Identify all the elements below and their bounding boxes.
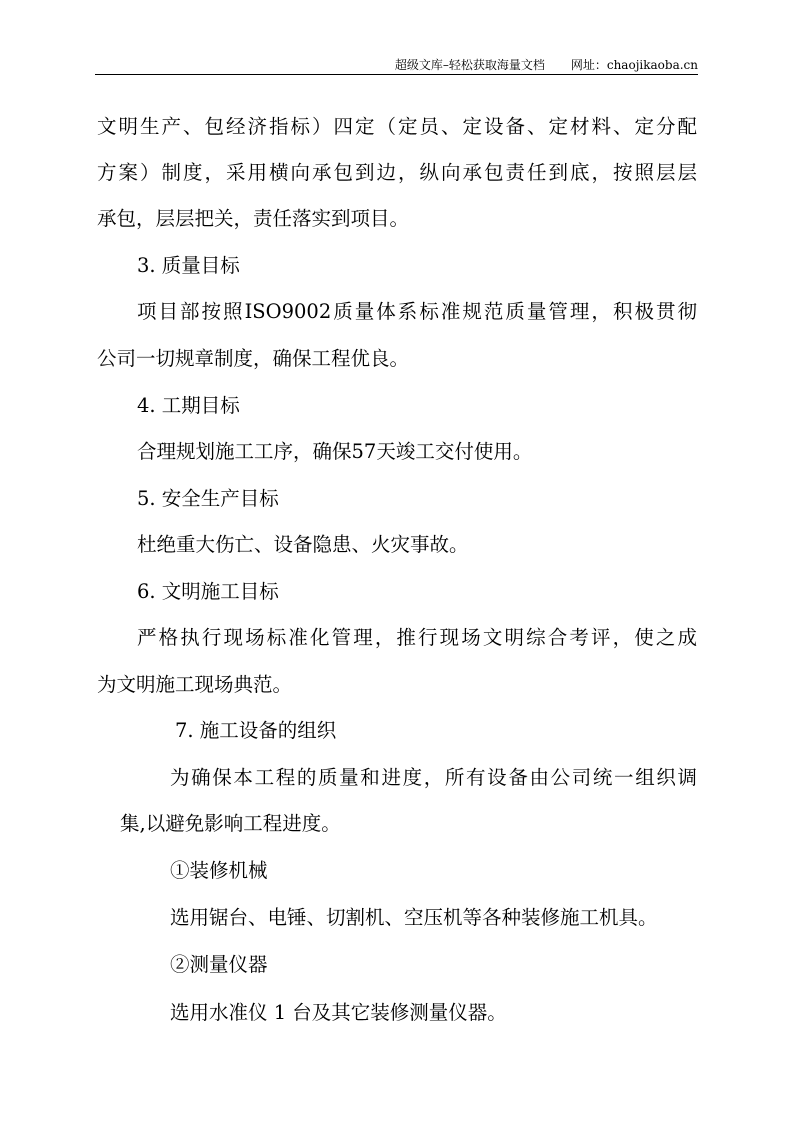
section-heading: 5. 安全生产目标: [137, 487, 279, 510]
section-heading: 3. 质量目标: [137, 254, 240, 277]
header-rule: [95, 74, 698, 75]
paragraph-line: 方案）制度，采用横向承包到边，纵向承包责任到底，按照层层: [97, 161, 697, 184]
list-heading: ②测量仪器: [170, 953, 268, 976]
paragraph-line: 公司一切规章制度，确保工程优良。: [97, 347, 410, 370]
paragraph-line: 为文明施工现场典范。: [97, 673, 293, 696]
page-header: [395, 56, 698, 73]
paragraph-line: 选用水准仪 1 台及其它装修测量仪器。: [170, 1001, 507, 1024]
section-heading: 4. 工期目标: [137, 394, 240, 417]
section-heading: 7. 施工设备的组织: [175, 719, 337, 742]
header-url: 网址：chaojikaoba.cn: [570, 58, 698, 72]
paragraph-line: 项目部按照ISO9002质量体系标准规范质量管理，积极贯彻: [137, 300, 697, 323]
paragraph-line: 文明生产、包经济指标）四定（定员、定设备、定材料、定分配: [97, 115, 697, 138]
list-heading: ①装修机械: [170, 859, 268, 882]
section-heading: 6. 文明施工目标: [137, 580, 279, 603]
header-site: 超级文库–轻松获取海量文档: [394, 58, 545, 72]
paragraph-line: 选用锯台、电锤、切割机、空压机等各种装修施工机具。: [170, 906, 658, 929]
paragraph-line: 为确保本工程的质量和进度，所有设备由公司统一组织调: [170, 766, 697, 789]
paragraph-line: 承包，层层把关，责任落实到项目。: [97, 207, 410, 230]
paragraph-line: 合理规划施工工序，确保57天竣工交付使用。: [137, 440, 533, 463]
paragraph-line: 集,以避免影响工程进度。: [120, 812, 341, 835]
paragraph-line: 杜绝重大伤亡、设备隐患、火灾事故。: [137, 533, 469, 556]
paragraph-line: 严格执行现场标准化管理，推行现场文明综合考评，使之成: [137, 626, 697, 649]
